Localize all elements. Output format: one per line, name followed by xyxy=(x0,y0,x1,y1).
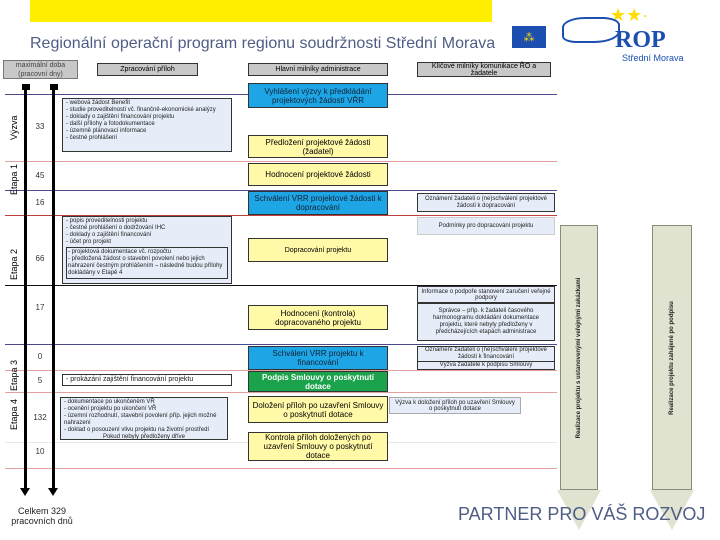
realization-arrow xyxy=(652,225,692,490)
nested-list xyxy=(66,247,228,279)
days-value: 66 xyxy=(35,254,45,263)
milestone-call: Vyhlášení výzvy k předkládání projektových žádostí VŘR xyxy=(248,83,388,108)
header-bar xyxy=(30,0,492,22)
attachments-stage4 xyxy=(60,397,228,440)
comm-schedule: Správce – příp. k žadateli časového harmonogramu dokládání dokumentace projektu, které nebyly předloženy v předcházejících etapách administrace xyxy=(417,303,555,341)
arrow-label: Realizace projektu s ustanovenými veřejnými zakázkami xyxy=(576,277,582,438)
milestone-approval-financing: Schválení VRR projektu k financování xyxy=(248,346,388,370)
milestone-evaluation: Hodnocení projektové žádosti xyxy=(248,163,388,186)
stage-label: Etapa 3 xyxy=(9,359,19,391)
column-header-comm: Klíčové milníky komunikace ŘO a žadatele xyxy=(417,62,551,77)
footer-slogan: PARTNER PRO VÁŠ ROZVOJ xyxy=(458,504,706,524)
list-item: - územní rozhodnutí, stavební povolení příp. jejich možné nahrazení xyxy=(64,413,217,426)
comm-conditions: Podmínky pro dopracování projektu xyxy=(417,217,555,235)
rop-logo xyxy=(560,5,690,65)
logo-text: ROP xyxy=(615,27,666,53)
milestone-approval-rework: Schválení VRR projektové žádosti k dopracování xyxy=(248,191,388,215)
timeline-line xyxy=(52,84,55,489)
stage-label: Etapa 1 xyxy=(9,163,19,195)
timeline-line xyxy=(24,84,27,489)
realization-arrow xyxy=(560,225,598,490)
list-item: - účet pro projekt xyxy=(66,239,112,245)
czech-map-icon xyxy=(562,17,620,43)
list-item: - doklady o zajištění financování xyxy=(66,232,152,238)
comm-documents-call: Výzva k doložení příloh po uzavření Smlouvy o poskytnutí dotace xyxy=(389,397,521,414)
comm-state-aid: Informace o podpoře stanovení zaručení veřejné podpory xyxy=(417,286,555,303)
list-item: - další přílohy a fotodokumentace xyxy=(66,121,155,127)
list-item: - dokumentace po ukončeném VŘ xyxy=(64,399,155,405)
list-item: - čestné prohlášení xyxy=(66,135,118,141)
days-value: 17 xyxy=(35,303,45,312)
milestone-control: Hodnocení (kontrola) dopracovaného projektu xyxy=(248,305,388,330)
list-item: - čestné prohlášení o dodržování IHC xyxy=(66,225,166,231)
comm-notice-rework: Oznámení žadateli o (ne)schválení projektové žádosti k dopracování xyxy=(417,193,555,212)
days-value: 0 xyxy=(37,352,43,361)
days-value: 45 xyxy=(35,171,45,180)
logo-subtitle: Střední Morava xyxy=(622,53,684,63)
stage-label: Etapa 2 xyxy=(9,248,19,280)
days-value: 132 xyxy=(33,413,47,422)
list-item: - předložená žádost o stavební povolení nebo jejich nahrazení čestným prohlášením – následně budou přílohy dokládány v Etapě 4 xyxy=(68,256,223,276)
stage-label: Výzva xyxy=(9,115,19,140)
column-header-attachments: Zpracování příloh xyxy=(97,63,198,76)
arrow-label: Realizace projektu zahájené po podpisu xyxy=(669,300,675,415)
days-value: 10 xyxy=(35,447,45,456)
milestone-submission: Předložení projektové žádosti (žadatel) xyxy=(248,135,388,158)
list-item: - doklad o posouzení vlivu projektu na životní prostředí xyxy=(64,427,210,433)
divider xyxy=(5,161,557,162)
comm-notice-financing xyxy=(417,346,555,370)
attachments-stage2 xyxy=(62,216,232,284)
total-days: Celkem 329 pracovních dnů xyxy=(11,506,73,526)
arrow-down-icon xyxy=(48,488,58,496)
comm-text: Výzva žadatele k podpisu Smlouvy xyxy=(418,361,554,369)
divider xyxy=(5,344,557,345)
list-item: - projektová dokumentace vč. rozpočtu xyxy=(68,249,172,255)
list-item: - popis proveditelnosti projektu xyxy=(66,218,148,224)
list-note: Pokud nebyly předloženy dříve xyxy=(102,434,186,440)
days-value: 5 xyxy=(37,376,43,385)
column-header-duration: maximální doba (pracovní dny) xyxy=(3,60,78,79)
page-title: Regionální operační program regionu soudržnosti Střední Morava xyxy=(30,35,496,52)
column-header-main: Hlavní milníky administrace xyxy=(248,63,388,76)
days-value: 33 xyxy=(35,122,45,131)
list-item: - ocenění projektu po ukončení VŘ xyxy=(64,406,157,412)
arrow-down-icon xyxy=(20,488,30,496)
list-item: - doklady o zajištění financování projektu xyxy=(66,114,175,120)
milestone-contract: Podpis Smlouvy o poskytnutí dotace xyxy=(248,371,388,392)
milestone-documents: Doložení příloh po uzavření Smlouvy o poskytnutí dotace xyxy=(248,396,388,423)
attachments-call xyxy=(62,98,232,152)
list-item: - studie proveditelnosti vč. finančně-ekonomické analýzy xyxy=(66,107,216,113)
milestone-document-check: Kontrola příloh doložených po uzavření Smlouvy o poskytnutí dotace xyxy=(248,432,388,461)
comm-text: Oznámení žadateli o (ne)schválení projektové žádosti k financování xyxy=(424,347,548,360)
divider xyxy=(5,468,557,469)
days-value: 16 xyxy=(35,198,45,207)
star-icon: ★★· xyxy=(610,5,649,25)
attachments-stage3: - prokázání zajištění financování projektu xyxy=(62,374,232,386)
list-item: - územně plánovací informace xyxy=(66,128,147,134)
eu-flag-icon: ⁂ xyxy=(512,26,546,48)
list-item: - webová žádost Benefit xyxy=(66,100,131,106)
milestone-rework: Dopracování projektu xyxy=(248,238,388,262)
divider xyxy=(5,392,557,393)
stage-label: Etapa 4 xyxy=(9,398,19,430)
